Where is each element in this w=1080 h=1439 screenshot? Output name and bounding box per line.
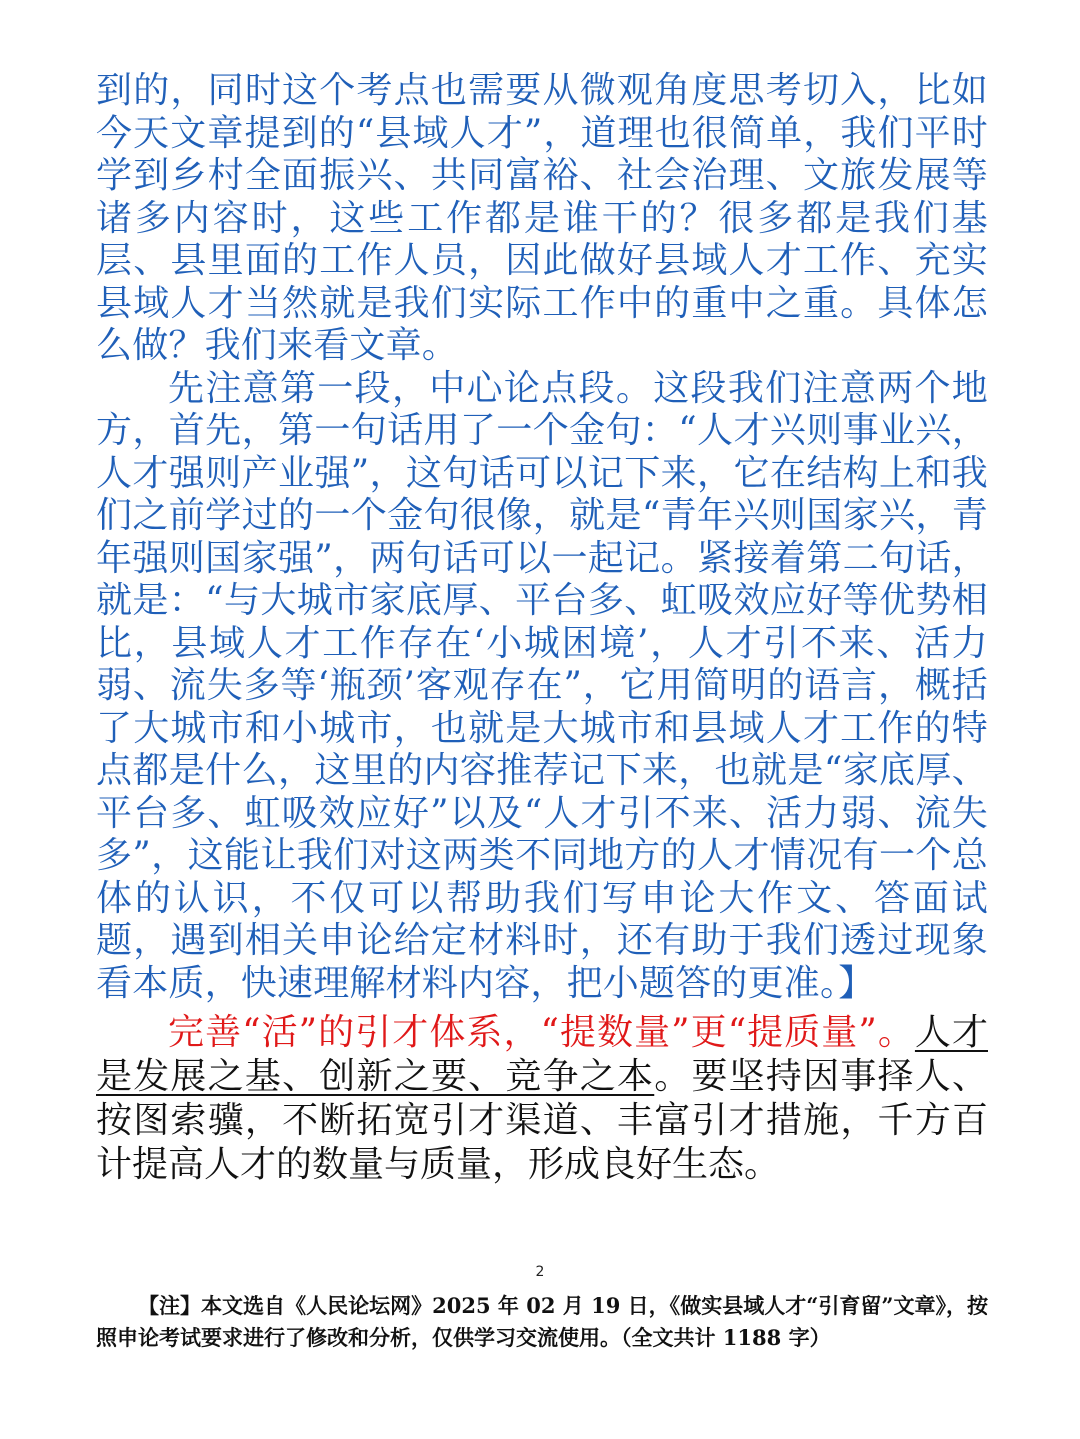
section-body: 。要坚持因事择人、按图索骥，不断拓宽引才渠道、丰富引才措施，千方百计提高人才的数量与质量，形成良好生态。 bbox=[96, 1056, 988, 1185]
commentary-paragraph-2: 先注意第一段，中心论点段。这段我们注意两个地方，首先，第一句话用了一个金句：“人才兴则事业兴，人才强则产业强”，这句话可以记下来，它在结构上和我们之前学过的一个金句很像，就是“青年兴则国家兴，青年强则国家强”，两句话可以一起记。紧接着第二句话，就是：“与大城市家底厚、平台多、虹吸效应好等优势相比，县域人才工作存在‘小城困境’，人才引不来、活力弱、流失多等‘瓶颈’客观存在”，它用简明的语言，概括了大城市和小城市，也就是大城市和县域人才工作的特点都是什么，这里的内容推荐记下来，也就是“家底厚、平台多、虹吸效应好”以及“人才引不来、活力弱、流失多”，这能让我们对这两类不同地方的人才情况有一个总体的认识，不仅可以帮助我们写申论大作文、答面试题，遇到相关申论给定材料时，还有助于我们透过现象看本质，快速理解材料内容，把小题答的更准。】 bbox=[96, 367, 988, 1004]
section-paragraph bbox=[96, 1011, 988, 1187]
document-page bbox=[96, 70, 988, 1223]
commentary-block bbox=[96, 70, 988, 1005]
underlined-sentence: 人才是发展之基、创新之要、竞争之本 bbox=[96, 1012, 988, 1097]
footnote: 【注】本文选自《人民论坛网》2025 年 02 月 19 日，《做实县域人才“引育留”文章》，按照申论考试要求进行了修改和分析，仅供学习交流使用。（全文共计 1188 字） bbox=[96, 1293, 988, 1350]
section-heading: 完善“活”的引才体系，“提数量”更“提质量”。 bbox=[168, 1012, 915, 1053]
page-number: 2 bbox=[535, 1264, 545, 1280]
commentary-paragraph-1: 到的，同时这个考点也需要从微观角度思考切入，比如今天文章提到的“县域人才”，道理也很简单，我们平时学到乡村全面振兴、共同富裕、社会治理、文旅发展等诸多内容时，这些工作都是谁干的？很多都是我们基层、县里面的工作人员，因此做好县域人才工作、充实县域人才当然就是我们实际工作中的重中之重。具体怎么做？我们来看文章。 bbox=[96, 70, 988, 366]
